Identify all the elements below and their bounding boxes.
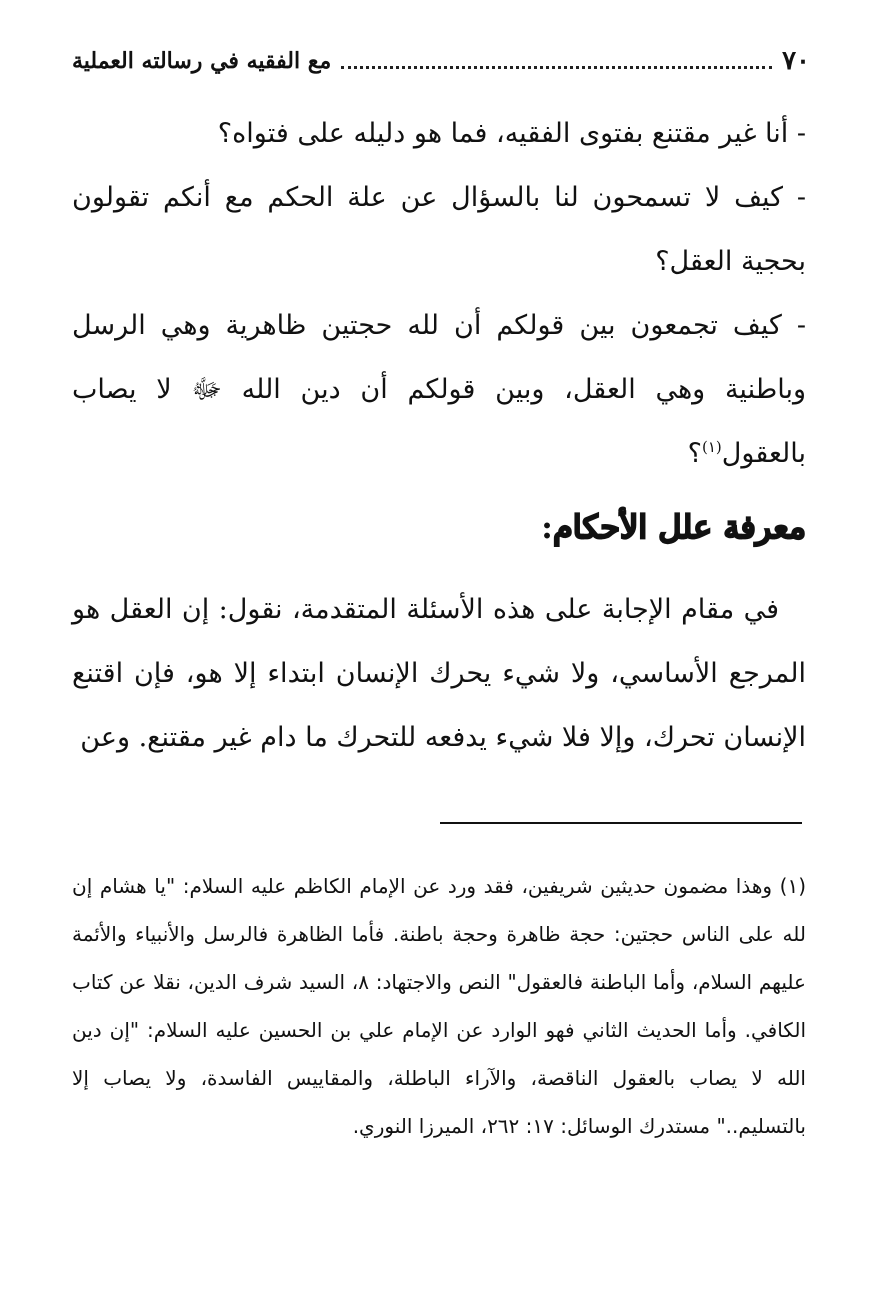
question-end-mark: ؟ [687,438,702,469]
section-heading [541,508,806,546]
footnote-text: (١) وهذا مضمون حديثين شريفين، فقد ورد عن الإمام الكاظم عليه السلام: "يا هشام إن لله على الناس حجتين: حجة ظاهرة وحجة باطنة. فأما الظاهرة فالرسل والأنبياء والأئمة عليهم السلام، وأما الباطنة فالعقول" النص والاجتهاد: ٨، السيد شرف الدين، نقلا عن كتاب الكافي. وأما الحديث الثاني فهو الوارد عن الإمام علي بن الحسين عليه السلام: "إن دين الله لا يصاب بالعقول الناقصة، والآراء الباطلة، والمقاييس الفاسدة، ولا يصاب إلا بالتسليم.." مستدرك الوسائل: ١٧: ٢٦٢، الميرزا النوري. [72,874,806,1138]
paragraph-text: في مقام الإجابة على هذه الأسئلة المتقدمة، نقول: إن العقل هو المرجع الأساسي، ولا شيء يحرك الإنسان ابتداء إلا هو، فإن اقتنع الإنسان تحرك، وإلا فلا شيء يدفعه للتحرك ما دام غير مقتنع. وعن [72,594,806,753]
question-item: - كيف تجمعون بين قولكم أن لله حجتين ظاهرية وهي الرسل وباطنية وهي العقل، وبين قولكم أن دين الله ﷻ لا يصاب بالعقول [72,310,806,469]
question-item: - كيف لا تسمحون لنا بالسؤال عن علة الحكم مع أنكم تقولون بحجية العقل؟ [72,182,806,277]
page-header [72,36,810,86]
leader-dots [341,66,772,69]
section-heading-colon: : [541,508,553,546]
footnote [72,862,806,1150]
footnote-marker[interactable]: (١) [702,438,722,456]
footnote-divider [440,822,802,824]
body-paragraph [72,578,806,770]
question-item: - أنا غير مقتنع بفتوى الفقيه، فما هو دليله على فتواه؟ [217,118,806,149]
page-number: ٧٠ [782,46,810,76]
questions-list [72,102,806,486]
running-title: مع الفقيه في رسالته العملية [72,48,332,74]
section-heading-text: معرفة علل الأحكام [552,508,806,546]
